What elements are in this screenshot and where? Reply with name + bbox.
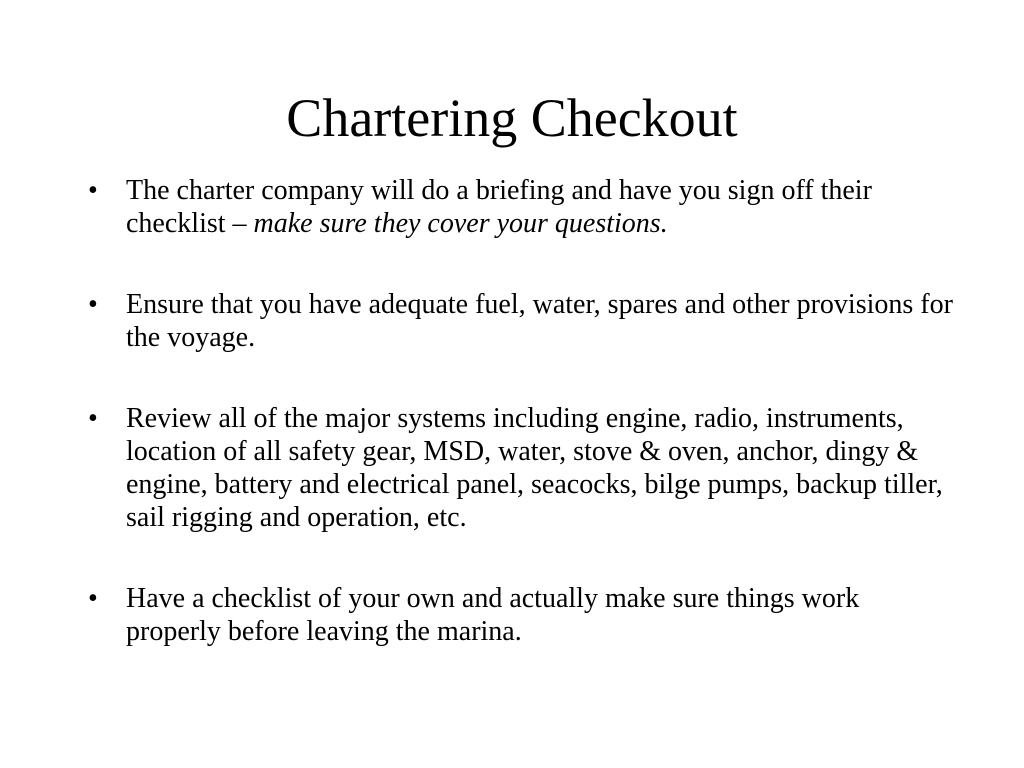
bullet-dot-icon: • bbox=[88, 289, 98, 320]
bullet-emphasis: make sure they cover your questions. bbox=[253, 208, 668, 239]
bullet-text: Ensure that you have adequate fuel, water, spares and other provisions for the voyage. bbox=[126, 289, 953, 353]
bullet-item bbox=[88, 582, 958, 648]
bullet-dot-icon: • bbox=[88, 403, 98, 434]
bullet-item bbox=[88, 174, 958, 240]
bullet-dot-icon: • bbox=[88, 175, 98, 206]
bullet-text: Review all of the major systems including engine, radio, instruments, location of all safety gear, MSD, water, stove & oven, anchor, dingy & engine, battery and electrical panel, seacocks, bilge pumps, backup tiller, sail rigging and operation, etc. bbox=[126, 403, 943, 533]
bullet-text: The charter company will do a briefing and have you sign off their checklist – bbox=[126, 175, 872, 239]
bullet-dot-icon: • bbox=[88, 583, 98, 614]
bullet-list bbox=[88, 174, 958, 648]
bullet-item bbox=[88, 402, 958, 534]
bullet-item bbox=[88, 288, 958, 354]
bullet-text: Have a checklist of your own and actually make sure things work properly before leaving the marina. bbox=[126, 583, 860, 647]
slide-title: Chartering Checkout bbox=[286, 88, 738, 148]
